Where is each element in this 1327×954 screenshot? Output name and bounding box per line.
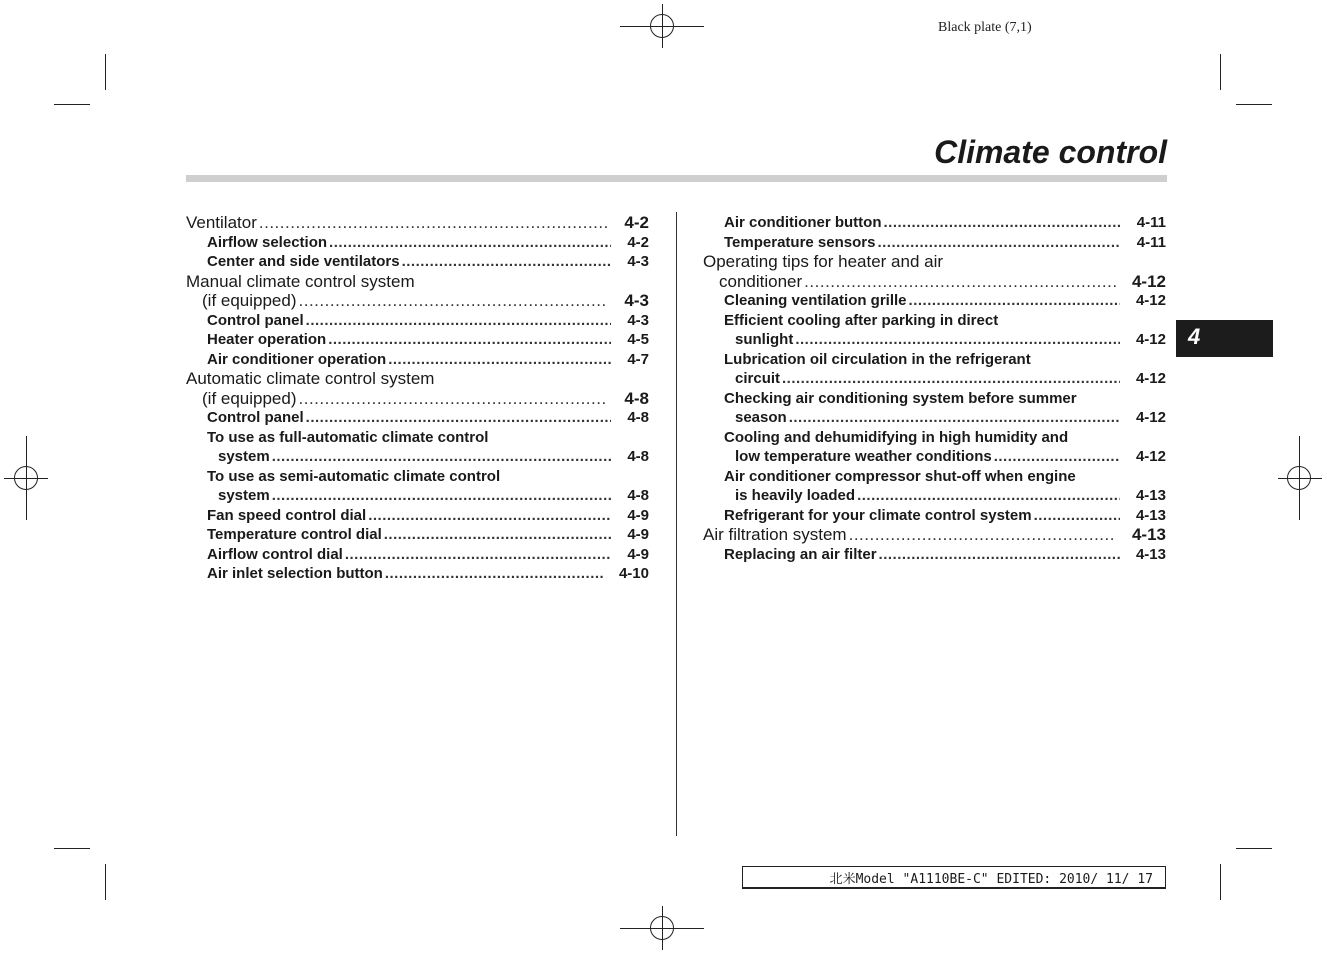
toc-entry[interactable] (186, 233, 649, 253)
dot-leader (299, 291, 609, 311)
toc-entry[interactable] (186, 252, 649, 272)
toc-entry-page: 4-8 (624, 388, 649, 408)
toc-entry[interactable] (186, 330, 649, 350)
dot-leader (272, 447, 612, 467)
toc-entry-label: Automatic climate control system (186, 369, 435, 388)
dot-leader (306, 311, 612, 331)
chapter-tab (1176, 320, 1273, 357)
dot-leader (385, 564, 603, 584)
toc-entry-label: Operating tips for heater and air (703, 252, 944, 271)
toc-entry-page: 4-7 (627, 350, 649, 368)
dot-leader (1034, 506, 1120, 526)
dot-leader (877, 233, 1120, 253)
toc-entry[interactable] (703, 525, 1166, 545)
toc-entry-page: 4-9 (627, 545, 649, 563)
toc-entry-label-continued: circuit (735, 370, 781, 387)
toc-entry[interactable] (703, 252, 1166, 291)
dot-leader (782, 369, 1120, 389)
toc-entry-label-continued: season (735, 409, 787, 426)
toc-entry[interactable] (703, 389, 1166, 428)
toc-entry-page: 4-8 (627, 409, 649, 426)
dot-leader (804, 272, 1116, 292)
dot-leader (345, 545, 611, 565)
toc-entry-label: Air inlet selection button (207, 565, 383, 582)
toc-entry[interactable] (186, 467, 649, 506)
toc-entry[interactable] (186, 272, 649, 311)
toc-entry-label: Checking air conditioning system before summer (724, 389, 1077, 407)
toc-entry-label: Lubrication oil circulation in the refrigerant (724, 350, 1031, 368)
toc-entry-page: 4-13 (1131, 525, 1166, 544)
toc-entry-label: Replacing an air filter (724, 545, 877, 563)
toc-entry-page: 4-12 (1135, 448, 1166, 465)
toc-entry-page: 4-11 (1136, 214, 1166, 231)
footer-box (742, 866, 1166, 889)
toc-entry-label: Air conditioner compressor shut-off when engine (724, 467, 1076, 485)
toc-left-column (186, 213, 649, 584)
toc-entry[interactable] (703, 213, 1166, 233)
toc-entry-label: Air conditioner operation (207, 350, 387, 368)
toc-entry-page: 4-9 (627, 506, 649, 524)
toc-entry-label: Refrigerant for your climate control system (724, 506, 1032, 524)
toc-entry-page: 4-13 (1135, 506, 1166, 524)
toc-entry-label: Cooling and dehumidifying in high humidity and (724, 428, 1069, 446)
toc-entry-label: To use as semi-automatic climate control (207, 467, 501, 485)
toc-entry-label: Manual climate control system (186, 271, 415, 291)
toc-entry-label: Air conditioner button (724, 214, 882, 231)
dot-leader (883, 213, 1120, 233)
toc-entry[interactable] (186, 525, 649, 545)
toc-entry[interactable] (186, 545, 649, 565)
chapter-tab-number: 4 (1188, 324, 1201, 349)
toc-entry[interactable] (186, 408, 649, 428)
toc-entry-page: 4-2 (624, 213, 649, 232)
toc-entry[interactable] (186, 428, 649, 467)
toc-entry-label: Control panel (207, 311, 304, 329)
toc-entry-page: 4-12 (1135, 370, 1166, 387)
toc-entry-label-continued: system (218, 487, 270, 504)
toc-entry-label: Temperature sensors (724, 233, 876, 251)
toc-entry-page: 4-13 (1135, 545, 1166, 563)
toc-entry[interactable] (703, 311, 1166, 350)
dot-leader (789, 408, 1120, 428)
toc-entry-page: 4-12 (1135, 292, 1166, 309)
plate-label: Black plate (7,1) (938, 20, 1032, 35)
dot-leader (272, 486, 612, 506)
dot-leader (849, 525, 1116, 545)
toc-entry-page: 4-8 (627, 448, 649, 465)
toc-right-column (703, 213, 1166, 564)
toc-entry[interactable] (703, 233, 1166, 253)
dot-leader (388, 350, 611, 370)
dot-leader (329, 233, 611, 253)
dot-leader (384, 525, 612, 545)
dot-leader (879, 545, 1120, 565)
toc-entry-page: 4-3 (627, 253, 649, 270)
toc-entry-page: 4-3 (624, 291, 649, 310)
dot-leader (857, 486, 1120, 506)
column-divider (676, 212, 677, 836)
toc-entry[interactable] (703, 291, 1166, 311)
dot-leader (368, 506, 611, 526)
toc-entry[interactable] (703, 506, 1166, 526)
toc-entry-page: 4-8 (627, 487, 649, 504)
toc-entry-page: 4-10 (618, 565, 649, 582)
toc-entry[interactable] (186, 369, 649, 408)
toc-entry-label: Temperature control dial (207, 526, 382, 543)
toc-entry-label-continued: sunlight (735, 331, 794, 348)
toc-entry-page: 4-11 (1136, 233, 1166, 251)
toc-entry-label-continued: system (218, 448, 270, 465)
toc-entry-page: 4-3 (627, 311, 649, 329)
toc-entry-page: 4-12 (1135, 331, 1166, 348)
toc-entry[interactable] (186, 350, 649, 370)
toc-entry[interactable] (186, 311, 649, 331)
toc-entry-label: Air filtration system (703, 525, 847, 544)
toc-entry[interactable] (186, 564, 649, 584)
dot-leader (909, 291, 1120, 311)
toc-entry-label: Cleaning ventilation grille (724, 292, 907, 309)
toc-entry[interactable] (703, 428, 1166, 467)
toc-entry-label: To use as full-automatic climate control (207, 428, 489, 446)
dot-leader (402, 252, 612, 272)
toc-entry-label: Control panel (207, 409, 304, 426)
title-rule (186, 175, 1167, 182)
toc-entry-label-continued: (if equipped) (202, 388, 297, 408)
toc-entry-label-continued: (if equipped) (202, 291, 297, 310)
dot-leader (795, 330, 1120, 350)
toc-entry[interactable] (186, 213, 649, 233)
footer-text: 北米Model "A1110BE-C" EDITED: 2010/ 11/ 17 (829, 872, 1153, 887)
toc-entry-page: 4-2 (627, 233, 649, 251)
dot-leader (994, 447, 1120, 467)
toc-entry-page: 4-12 (1135, 409, 1166, 426)
toc-entry-label: Airflow control dial (207, 545, 343, 563)
toc-entry-page: 4-9 (627, 526, 649, 543)
dot-leader (259, 213, 609, 233)
toc-entry-label: Airflow selection (207, 233, 328, 251)
toc-entry-label: Efficient cooling after parking in direct (724, 311, 999, 329)
toc-entry-label-continued: is heavily loaded (735, 487, 856, 504)
toc-entry-page: 4-13 (1135, 487, 1166, 504)
toc-entry[interactable] (703, 545, 1166, 565)
dot-leader (306, 408, 612, 428)
toc-entry-page: 4-5 (627, 331, 649, 348)
toc-entry-label: Heater operation (207, 331, 327, 348)
toc-entry-label-continued: low temperature weather conditions (735, 448, 992, 465)
toc-entry-label: Fan speed control dial (207, 506, 367, 524)
dot-leader (328, 330, 611, 350)
toc-entry-label-continued: conditioner (719, 271, 803, 291)
toc-entry[interactable] (703, 350, 1166, 389)
chapter-title: Climate control (934, 134, 1167, 170)
toc-entry[interactable] (703, 467, 1166, 506)
toc-entry-page: 4-12 (1131, 271, 1166, 291)
dot-leader (299, 389, 609, 409)
toc-entry[interactable] (186, 506, 649, 526)
toc-entry-label: Center and side ventilators (207, 253, 400, 270)
toc-entry-label: Ventilator (186, 213, 257, 232)
